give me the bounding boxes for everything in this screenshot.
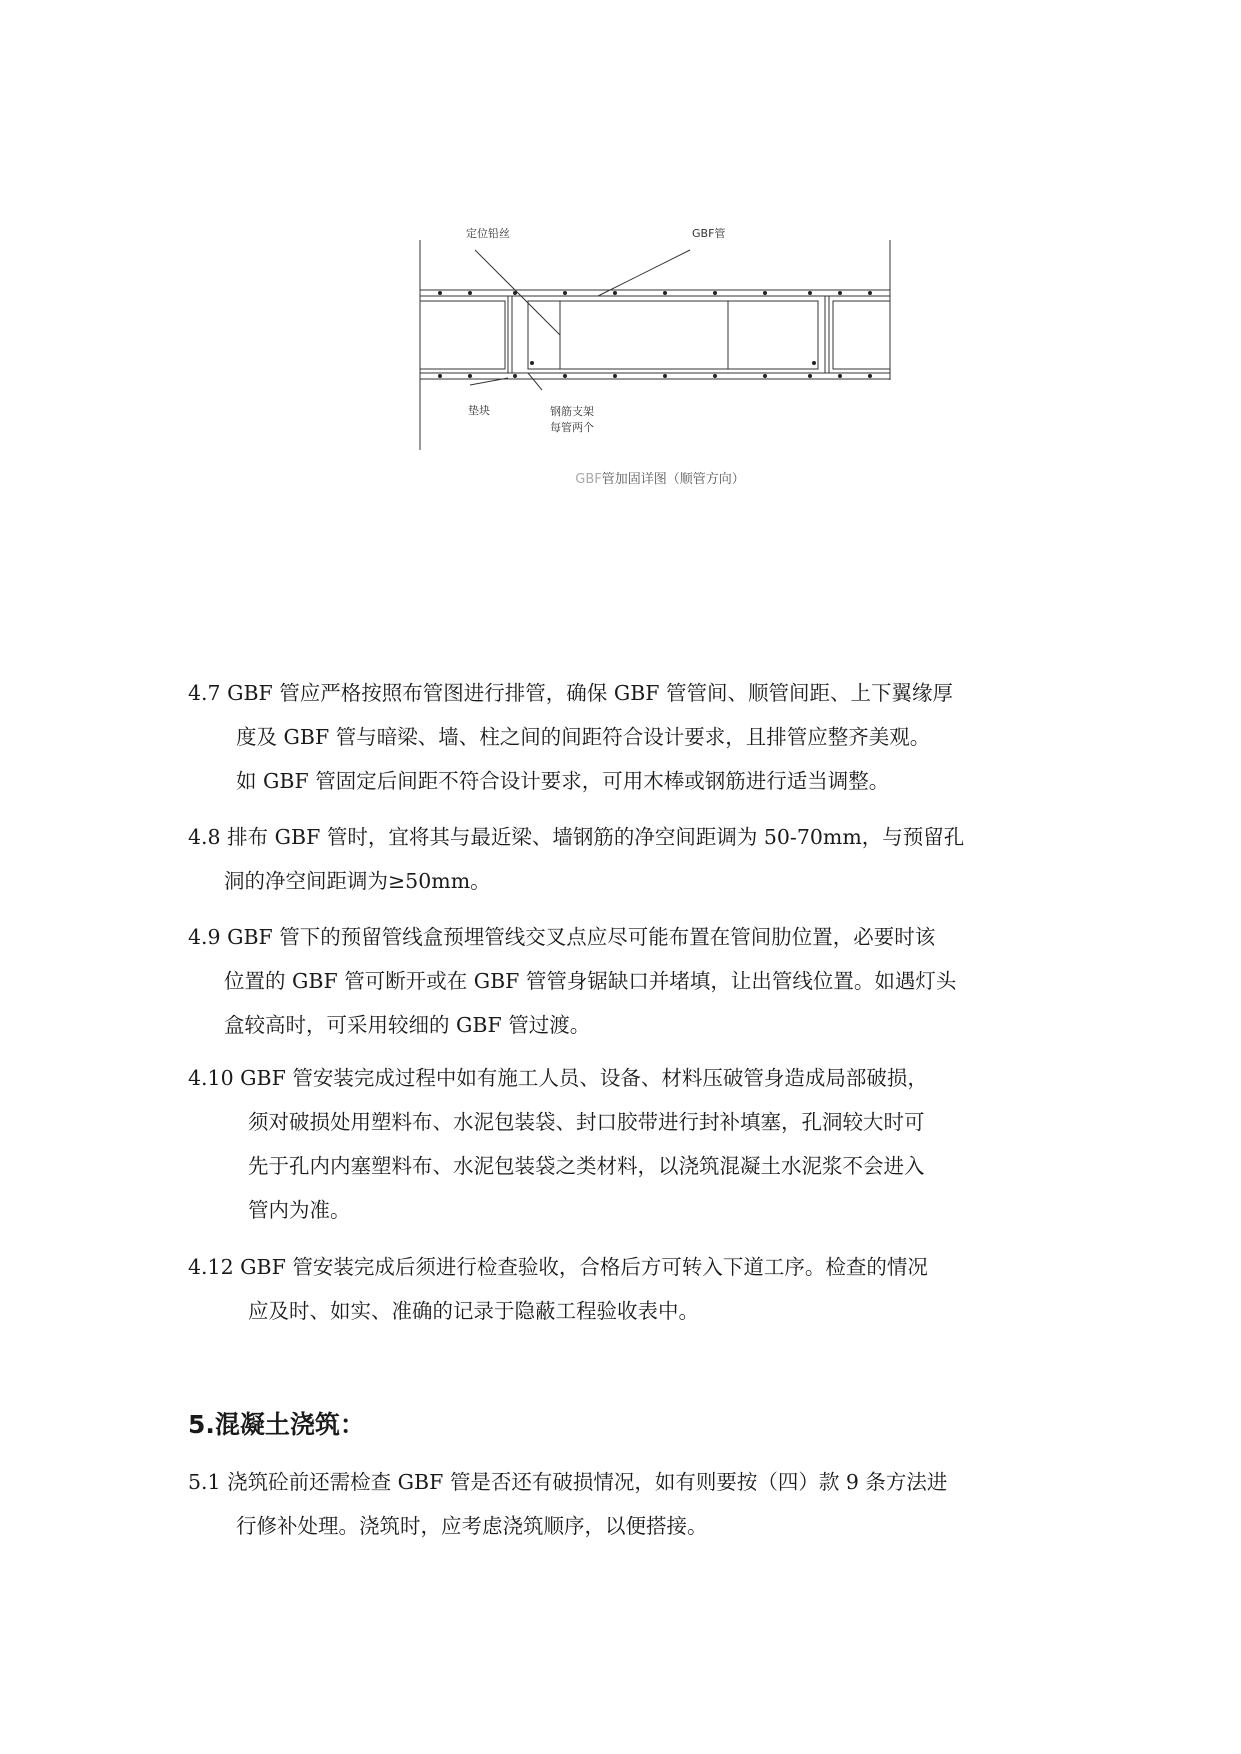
- text-line: 盒较高时，可采用较细的 GBF 管过渡。: [224, 1013, 591, 1037]
- section-4-8: [188, 815, 964, 903]
- text-line: 管内为准。: [248, 1198, 351, 1222]
- text-line: 行修补处理。浇筑时，应考虑浇筑顺序，以便搭接。: [236, 1514, 708, 1538]
- section-4-12: [188, 1245, 928, 1333]
- gbf-reinforcement-figure: [400, 220, 920, 510]
- label-two-per-pipe: 每管两个: [550, 421, 594, 434]
- text-line: 洞的净空间距调为≥50mm。: [224, 869, 491, 893]
- label-pad-block: 垫块: [468, 404, 490, 417]
- label-rebar-support: 钢筋支架: [550, 405, 594, 418]
- label-positioning-wire: 定位铅丝: [466, 227, 510, 240]
- text-line: 先于孔内内塞塑料布、水泥包装袋之类材料，以浇筑混凝土水泥浆不会进入: [248, 1154, 925, 1178]
- gbf-section-diagram: [400, 220, 920, 460]
- text-line: 须对破损处用塑料布、水泥包装袋、封口胶带进行封补填塞，孔洞较大时可: [248, 1110, 925, 1134]
- text-line: 4.8 排布 GBF 管时，宜将其与最近梁、墙钢筋的净空间距调为 50-70mm，与预留孔: [188, 825, 965, 849]
- text-line: 度及 GBF 管与暗梁、墙、柱之间的间距符合设计要求，且排管应整齐美观。: [236, 725, 931, 749]
- text-line: 4.7 GBF 管应严格按照布管图进行排管，确保 GBF 管管间、顺管间距、上下翼缘厚: [188, 681, 953, 705]
- section-4-9: [188, 915, 956, 1047]
- text-line: 如 GBF 管固定后间距不符合设计要求，可用木棒或钢筋进行适当调整。: [236, 769, 890, 793]
- text-line: 4.9 GBF 管下的预留管线盒预埋管线交叉点应尽可能布置在管间肋位置，必要时该: [188, 925, 936, 949]
- text-line: 位置的 GBF 管可断开或在 GBF 管管身锯缺口并堵填，让出管线位置。如遇灯头: [224, 969, 957, 993]
- text-line: 4.12 GBF 管安装完成后须进行检查验收，合格后方可转入下道工序。检查的情况: [188, 1255, 928, 1279]
- section-5-1: [188, 1460, 947, 1548]
- section-5-heading: 5.混凝土浇筑：: [188, 1410, 365, 1439]
- text-line: 应及时、如实、准确的记录于隐蔽工程验收表中。: [248, 1299, 699, 1323]
- text-line: 5.1 浇筑砼前还需检查 GBF 管是否还有破损情况，如有则要按（四）款 9 条方法进: [188, 1470, 948, 1494]
- section-4-10: [188, 1056, 928, 1232]
- label-gbf-pipe: GBF管: [692, 227, 726, 240]
- section-4-7: [188, 671, 953, 803]
- figure-caption: GBF管加固详图（顺管方向）: [575, 472, 745, 487]
- text-line: 4.10 GBF 管安装完成过程中如有施工人员、设备、材料压破管身造成局部破损，: [188, 1066, 928, 1090]
